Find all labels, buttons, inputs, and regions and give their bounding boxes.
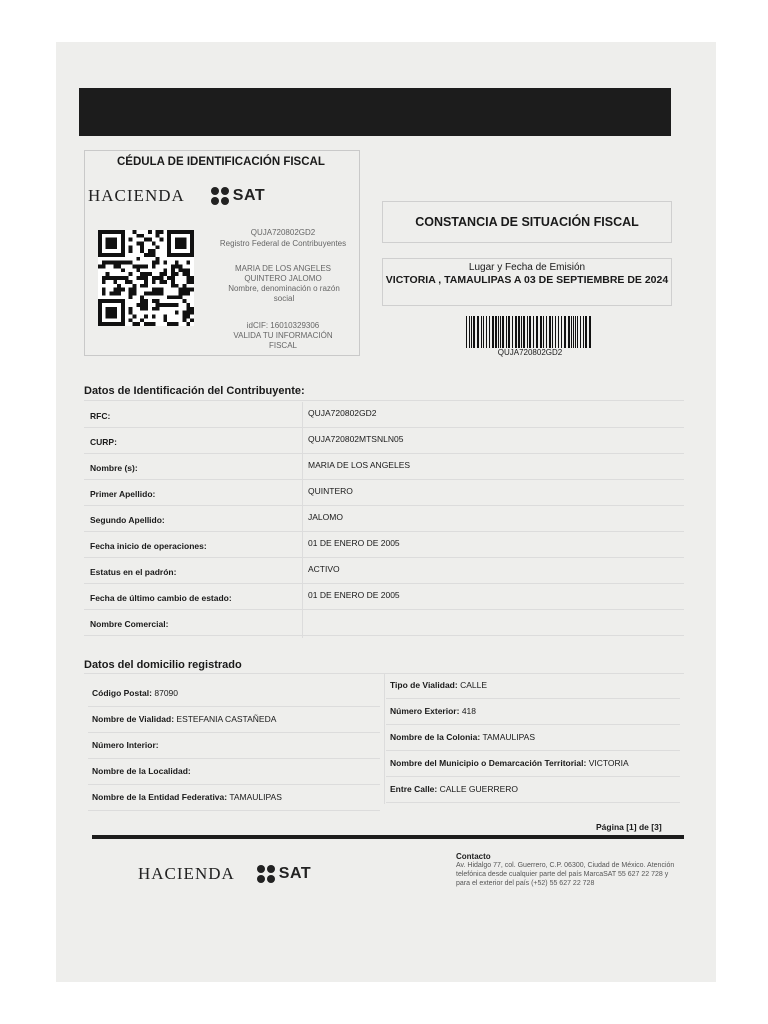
address-field	[92, 714, 380, 724]
row-divider	[386, 750, 680, 751]
row-divider	[386, 802, 680, 803]
sat-dots-icon	[257, 865, 275, 883]
field-label: Nombre de la Localidad:	[92, 766, 191, 776]
row-label: Nombre Comercial:	[90, 619, 169, 629]
field-label: Número Interior:	[92, 740, 159, 750]
identificacion-title: Datos de Identificación del Contribuyente:	[84, 385, 305, 397]
column-divider	[302, 402, 303, 638]
table-row	[84, 610, 684, 636]
row-divider	[88, 732, 380, 733]
row-value: 01 DE ENERO DE 2005	[308, 538, 400, 548]
row-divider	[88, 810, 380, 811]
column-divider	[384, 674, 385, 804]
lugar-label: Lugar y Fecha de Emisión	[468, 262, 586, 273]
divider	[84, 400, 684, 401]
contacto-title: Contacto	[456, 852, 491, 861]
idcif: idCIF: 16010329306	[246, 321, 320, 330]
field-label: Código Postal:	[92, 688, 152, 698]
row-label: CURP:	[90, 437, 117, 447]
row-label: Fecha inicio de operaciones:	[90, 541, 207, 551]
address-field	[390, 784, 680, 794]
valida-link[interactable]: VALIDA TU INFORMACIÓN FISCAL	[233, 331, 333, 350]
row-divider	[88, 706, 380, 707]
row-value: 01 DE ENERO DE 2005	[308, 590, 400, 600]
sat-dots-icon	[211, 187, 229, 205]
table-row	[84, 532, 684, 558]
lugar-value: VICTORIA , TAMAULIPAS A 03 DE SEPTIEMBRE DE 2024	[385, 274, 669, 286]
field-value: 87090	[154, 688, 178, 698]
row-label: RFC:	[90, 411, 111, 421]
field-value: ESTEFANIA CASTAÑEDA	[176, 714, 277, 724]
table-row	[84, 584, 684, 610]
row-divider	[88, 784, 380, 785]
field-label: Nombre del Municipio o Demarcación Territorial:	[390, 758, 587, 768]
sat-logo	[257, 865, 311, 883]
redacted-bar	[79, 88, 671, 136]
registro-label: Registro Federal de Contribuyentes	[219, 239, 347, 248]
field-label: Entre Calle:	[390, 784, 438, 794]
row-value: JALOMO	[308, 512, 343, 522]
cedula-title: CÉDULA DE IDENTIFICACIÓN FISCAL	[117, 156, 325, 168]
qr-code[interactable]	[98, 230, 194, 326]
constancia-title: CONSTANCIA DE SITUACIÓN FISCAL	[382, 201, 672, 243]
address-field	[390, 706, 680, 716]
contacto-text: Av. Hidalgo 77, col. Guerrero, C.P. 06300, Ciudad de México. Atención telefónica desde cualquier parte del país MarcaSAT 55 627 22 728 y para el exterior del país (+52) 55 627 22 728	[456, 862, 675, 887]
field-value: TAMAULIPAS	[229, 792, 282, 802]
table-row	[84, 402, 684, 428]
hacienda-logo: HACIENDA	[88, 186, 185, 205]
rfc-small: QUJA720802GD2	[250, 228, 316, 237]
row-value: QUINTERO	[308, 486, 353, 496]
row-label: Nombre (s):	[90, 463, 138, 473]
address-field	[92, 740, 380, 750]
row-value: QUJA720802GD2	[308, 408, 377, 418]
table-row	[84, 480, 684, 506]
field-value: TAMAULIPAS	[482, 732, 536, 742]
address-field	[390, 732, 680, 742]
field-value: CALLE GUERRERO	[439, 784, 519, 794]
row-divider	[386, 698, 680, 699]
table-row	[84, 558, 684, 584]
nombre-line1: MARIA DE LOS ANGELES	[234, 264, 332, 273]
hacienda-logo: HACIENDA	[138, 864, 235, 883]
field-label: Tipo de Vialidad:	[390, 680, 458, 690]
cedula-logos	[88, 186, 265, 206]
address-field	[92, 688, 380, 698]
identificacion-table	[84, 402, 684, 636]
field-label: Nombre de la Colonia:	[390, 732, 481, 742]
barcode-text: QUJA720802GD2	[497, 348, 563, 357]
nombre-line2: QUINTERO JALOMO	[244, 274, 322, 283]
footer-bar	[92, 835, 684, 839]
page-number: Página [1] de [3]	[596, 822, 662, 832]
row-divider	[88, 758, 380, 759]
contacto-block	[456, 852, 676, 888]
row-divider	[386, 724, 680, 725]
footer-logos	[138, 864, 311, 884]
row-label: Fecha de último cambio de estado:	[90, 593, 232, 603]
address-field	[390, 680, 680, 690]
barcode	[466, 316, 594, 348]
field-value: 418	[461, 706, 476, 716]
address-field	[92, 792, 380, 802]
sat-wordmark: SAT	[232, 187, 266, 204]
row-divider	[386, 776, 680, 777]
table-row	[84, 428, 684, 454]
table-row	[84, 506, 684, 532]
row-value: ACTIVO	[308, 564, 340, 574]
field-label: Número Exterior:	[390, 706, 460, 716]
row-label: Estatus en el padrón:	[90, 567, 177, 577]
row-label: Segundo Apellido:	[90, 515, 165, 525]
row-value: MARIA DE LOS ANGELES	[308, 460, 411, 470]
address-field	[390, 758, 680, 768]
lugar-fecha-box	[382, 258, 672, 306]
domicilio-title: Datos del domicilio registrado	[84, 659, 242, 671]
nombre-caption: Nombre, denominación o razón social	[228, 284, 340, 303]
field-value: VICTORIA	[588, 758, 629, 768]
field-label: Nombre de Vialidad:	[92, 714, 175, 724]
table-row	[84, 454, 684, 480]
address-field	[92, 766, 380, 776]
field-label: Nombre de la Entidad Federativa:	[92, 792, 228, 802]
row-label: Primer Apellido:	[90, 489, 156, 499]
row-value: QUJA720802MTSNLN05	[308, 434, 404, 444]
sat-logo	[211, 187, 265, 205]
field-value: CALLE	[460, 680, 488, 690]
sat-wordmark: SAT	[278, 865, 312, 882]
